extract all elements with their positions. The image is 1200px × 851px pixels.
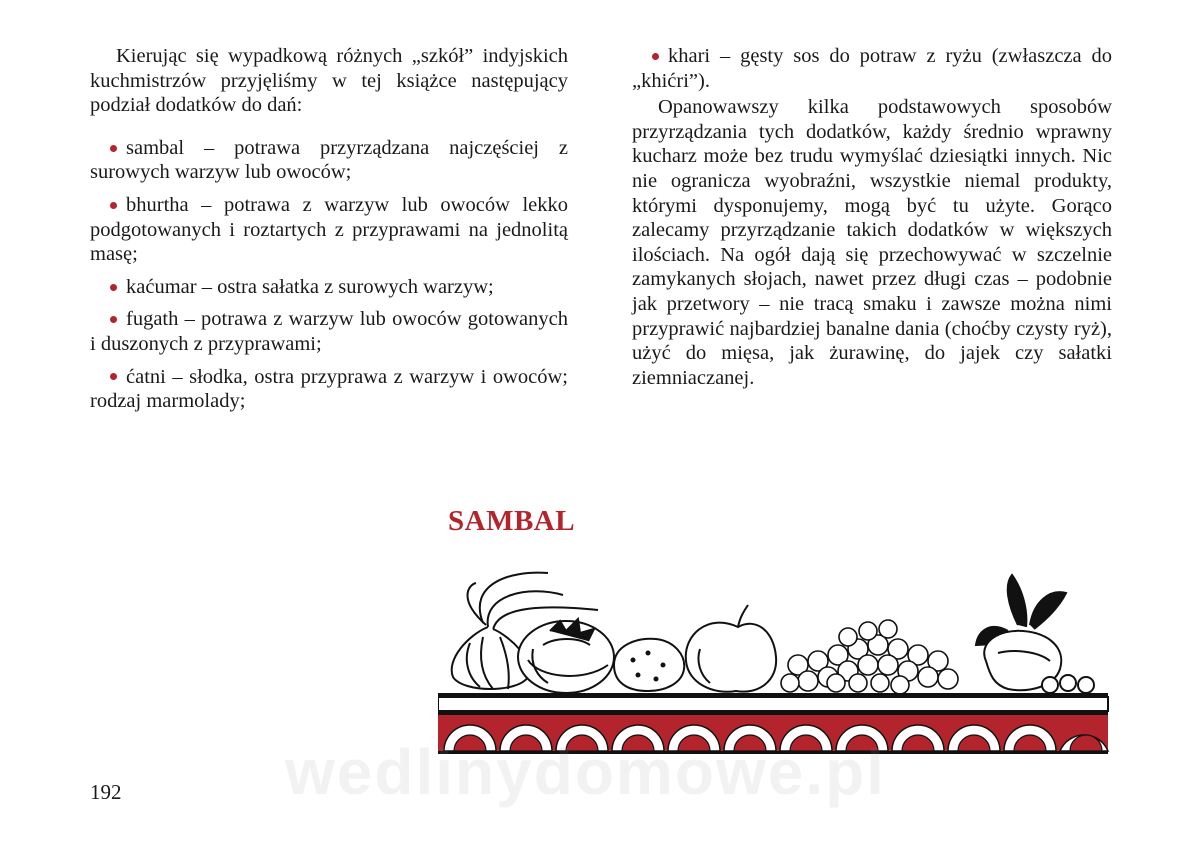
- lemon-icon: [614, 639, 684, 691]
- bullet-icon: [110, 373, 117, 380]
- list-item-fugath: [90, 307, 568, 356]
- list-item-text: khari – gęsty sos do potraw z ryżu (zwłaszcza do „khićri”).: [632, 45, 1112, 92]
- list-item-kacumar: [90, 275, 568, 300]
- list-item-catni: [90, 365, 568, 414]
- list-item-khari: [632, 44, 1112, 93]
- list-item-text: fugath – potrawa z warzyw lub owoców gotowanych i duszonych z przyprawami;: [90, 308, 568, 355]
- bullet-icon: [110, 284, 117, 291]
- tomato-icon: [518, 619, 614, 693]
- right-text-column: [632, 44, 1112, 390]
- list-item-bhurtha: [90, 193, 568, 267]
- list-item-sambal: [90, 136, 568, 185]
- grapes-icon: [781, 620, 958, 694]
- recipe-title: SAMBAL: [448, 505, 576, 537]
- bullet-icon: [652, 53, 659, 60]
- watermark: wedlinydomowe.pl: [285, 736, 886, 808]
- bullet-icon: [110, 316, 117, 323]
- apple-icon: [686, 605, 776, 692]
- left-text-column: [90, 44, 568, 422]
- body-paragraph: Opanowawszy kilka podstawowych sposobów przyrządzania tych dodatków, każdy średnio wprawny kucharz może bez trudu wymyślać dziesiątki innych. Nic nie ogranicza wyobraźni, wszystkie niemal produkty, którymi dysponujemy, mogą być tu użyte. Gorąco zalecamy przyrządzanie takich dodatków w większych ilościach. Na ogół dają się przechowywać w szczelnie zamykanych słojach, nawet przez długi czas – podobnie jak przetwory – nie tracą smaku i zawsze można nimi przyprawić najbardziej banalne dania (choćby czysty ryż), użyć do mięsa, jak żurawinę, do jajek czy sałatki ziemniaczanej.: [632, 96, 1112, 389]
- bullet-icon: [110, 202, 117, 209]
- list-item-text: ćatni – słodka, ostra przyprawa z warzyw i owoców; rodzaj marmolady;: [90, 365, 568, 413]
- list-item-text: bhurtha – potrawa z warzyw lub owoców lekko podgotowanych i roztartych z przyprawami na jednolitą masę;: [90, 193, 568, 266]
- page-number: 192: [90, 780, 122, 804]
- bullet-icon: [110, 145, 117, 152]
- list-item-text: kaćumar – ostra sałatka z surowych warzyw;: [126, 275, 494, 298]
- list-item-text: sambal – potrawa przyrządzana najczęściej z surowych warzyw lub owoców;: [90, 136, 568, 184]
- intro-paragraph: Kierując się wypadkową różnych „szkół” indyjskich kuchmistrzów przyjęliśmy w tej książce następujący podział dodatków do dań:: [90, 45, 568, 117]
- beetroot-icon: [976, 575, 1094, 693]
